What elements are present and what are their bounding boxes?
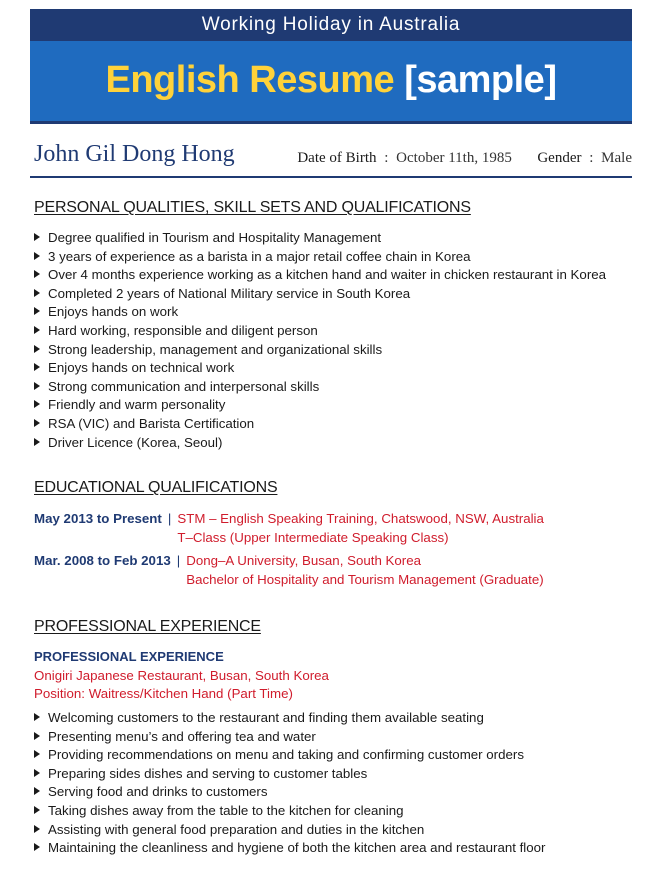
applicant-name: John Gil Dong Hong <box>34 141 235 167</box>
gender-separator: : <box>589 150 594 166</box>
title-english-resume: English Resume <box>105 59 395 101</box>
list-item: Hard working, responsible and diligent person <box>34 322 606 341</box>
list-item: Over 4 months experience working as a kitchen hand and waiter in chicken restaurant in Korea <box>34 266 606 285</box>
bullet-triangle-icon <box>34 270 40 278</box>
education-details <box>186 552 543 589</box>
list-item: Serving food and drinks to customers <box>34 783 545 802</box>
education-line: Bachelor of Hospitality and Tourism Management (Graduate) <box>186 571 544 587</box>
list-item: Maintaining the cleanliness and hygiene of both the kitchen area and restaurant floor <box>34 839 545 858</box>
education-line: STM – English Speaking Training, Chatswood, NSW, Australia <box>177 511 544 526</box>
title-sample: [sample] <box>404 59 557 101</box>
bullet-triangle-icon <box>34 806 40 814</box>
education-entry <box>34 552 544 589</box>
list-item: Strong leadership, management and organizational skills <box>34 341 606 360</box>
bullet-triangle-icon <box>34 326 40 334</box>
header-divider <box>30 176 632 178</box>
list-item: Welcoming customers to the restaurant and finding them available seating <box>34 709 545 728</box>
dob-separator: : <box>384 150 389 166</box>
experience-heading: PROFESSIONAL EXPERIENCE <box>34 618 261 635</box>
bullet-triangle-icon <box>34 732 40 740</box>
document-title <box>106 57 557 103</box>
list-item: 3 years of experience as a barista in a major retail coffee chain in Korea <box>34 248 606 267</box>
bullet-triangle-icon <box>34 307 40 315</box>
list-item: Friendly and warm personality <box>34 396 606 415</box>
personal-details <box>297 150 632 167</box>
dob-value: October 11th, 1985 <box>396 150 512 166</box>
education-details <box>177 510 544 547</box>
education-line: Dong–A University, Busan, South Korea <box>186 553 422 568</box>
bullet-triangle-icon <box>34 233 40 241</box>
gender-value: Male <box>601 150 632 166</box>
bullet-triangle-icon <box>34 750 40 758</box>
bullet-triangle-icon <box>34 769 40 777</box>
bullet-triangle-icon <box>34 825 40 833</box>
bullet-triangle-icon <box>34 843 40 851</box>
bullet-triangle-icon <box>34 252 40 260</box>
list-item: Providing recommendations on menu and taking and confirming customer orders <box>34 746 545 765</box>
education-date: Mar. 2008 to Feb 2013 <box>34 553 171 568</box>
experience-subheading: PROFESSIONAL EXPERIENCE <box>34 649 224 664</box>
header-top-banner <box>30 9 632 41</box>
education-entry <box>34 510 544 547</box>
employer-name: Onigiri Japanese Restaurant, Busan, South Korea <box>34 668 329 683</box>
bullet-triangle-icon <box>34 382 40 390</box>
list-item: Strong communication and interpersonal skills <box>34 378 606 397</box>
education-line: T–Class (Upper Intermediate Speaking Class) <box>177 529 449 545</box>
education-heading: EDUCATIONAL QUALIFICATIONS <box>34 479 278 496</box>
education-separator: | <box>176 553 181 568</box>
list-item: Taking dishes away from the table to the kitchen for cleaning <box>34 802 545 821</box>
list-item: Preparing sides dishes and serving to customer tables <box>34 765 545 784</box>
bullet-triangle-icon <box>34 438 40 446</box>
header-subtitle: Working Holiday in Australia <box>201 14 461 35</box>
education-separator: | <box>167 511 172 526</box>
gender-label: Gender <box>537 150 582 166</box>
bullet-triangle-icon <box>34 787 40 795</box>
experience-list <box>34 709 545 858</box>
list-item: Enjoys hands on technical work <box>34 359 606 378</box>
bullet-triangle-icon <box>34 363 40 371</box>
bullet-triangle-icon <box>34 400 40 408</box>
list-item: Completed 2 years of National Military service in South Korea <box>34 285 606 304</box>
list-item: Assisting with general food preparation and duties in the kitchen <box>34 821 545 840</box>
qualities-list <box>34 229 606 452</box>
list-item: RSA (VIC) and Barista Certification <box>34 415 606 434</box>
header-title-banner <box>30 41 632 124</box>
bullet-triangle-icon <box>34 713 40 721</box>
bullet-triangle-icon <box>34 289 40 297</box>
job-position: Position: Waitress/Kitchen Hand (Part Time) <box>34 686 293 701</box>
dob-label: Date of Birth <box>297 150 377 166</box>
list-item: Driver Licence (Korea, Seoul) <box>34 434 606 453</box>
bullet-triangle-icon <box>34 419 40 427</box>
list-item: Degree qualified in Tourism and Hospitality Management <box>34 229 606 248</box>
list-item: Enjoys hands on work <box>34 303 606 322</box>
qualities-heading: PERSONAL QUALITIES, SKILL SETS AND QUALIFICATIONS <box>34 199 471 216</box>
education-date: May 2013 to Present <box>34 511 162 526</box>
list-item: Presenting menu’s and offering tea and water <box>34 728 545 747</box>
bullet-triangle-icon <box>34 345 40 353</box>
